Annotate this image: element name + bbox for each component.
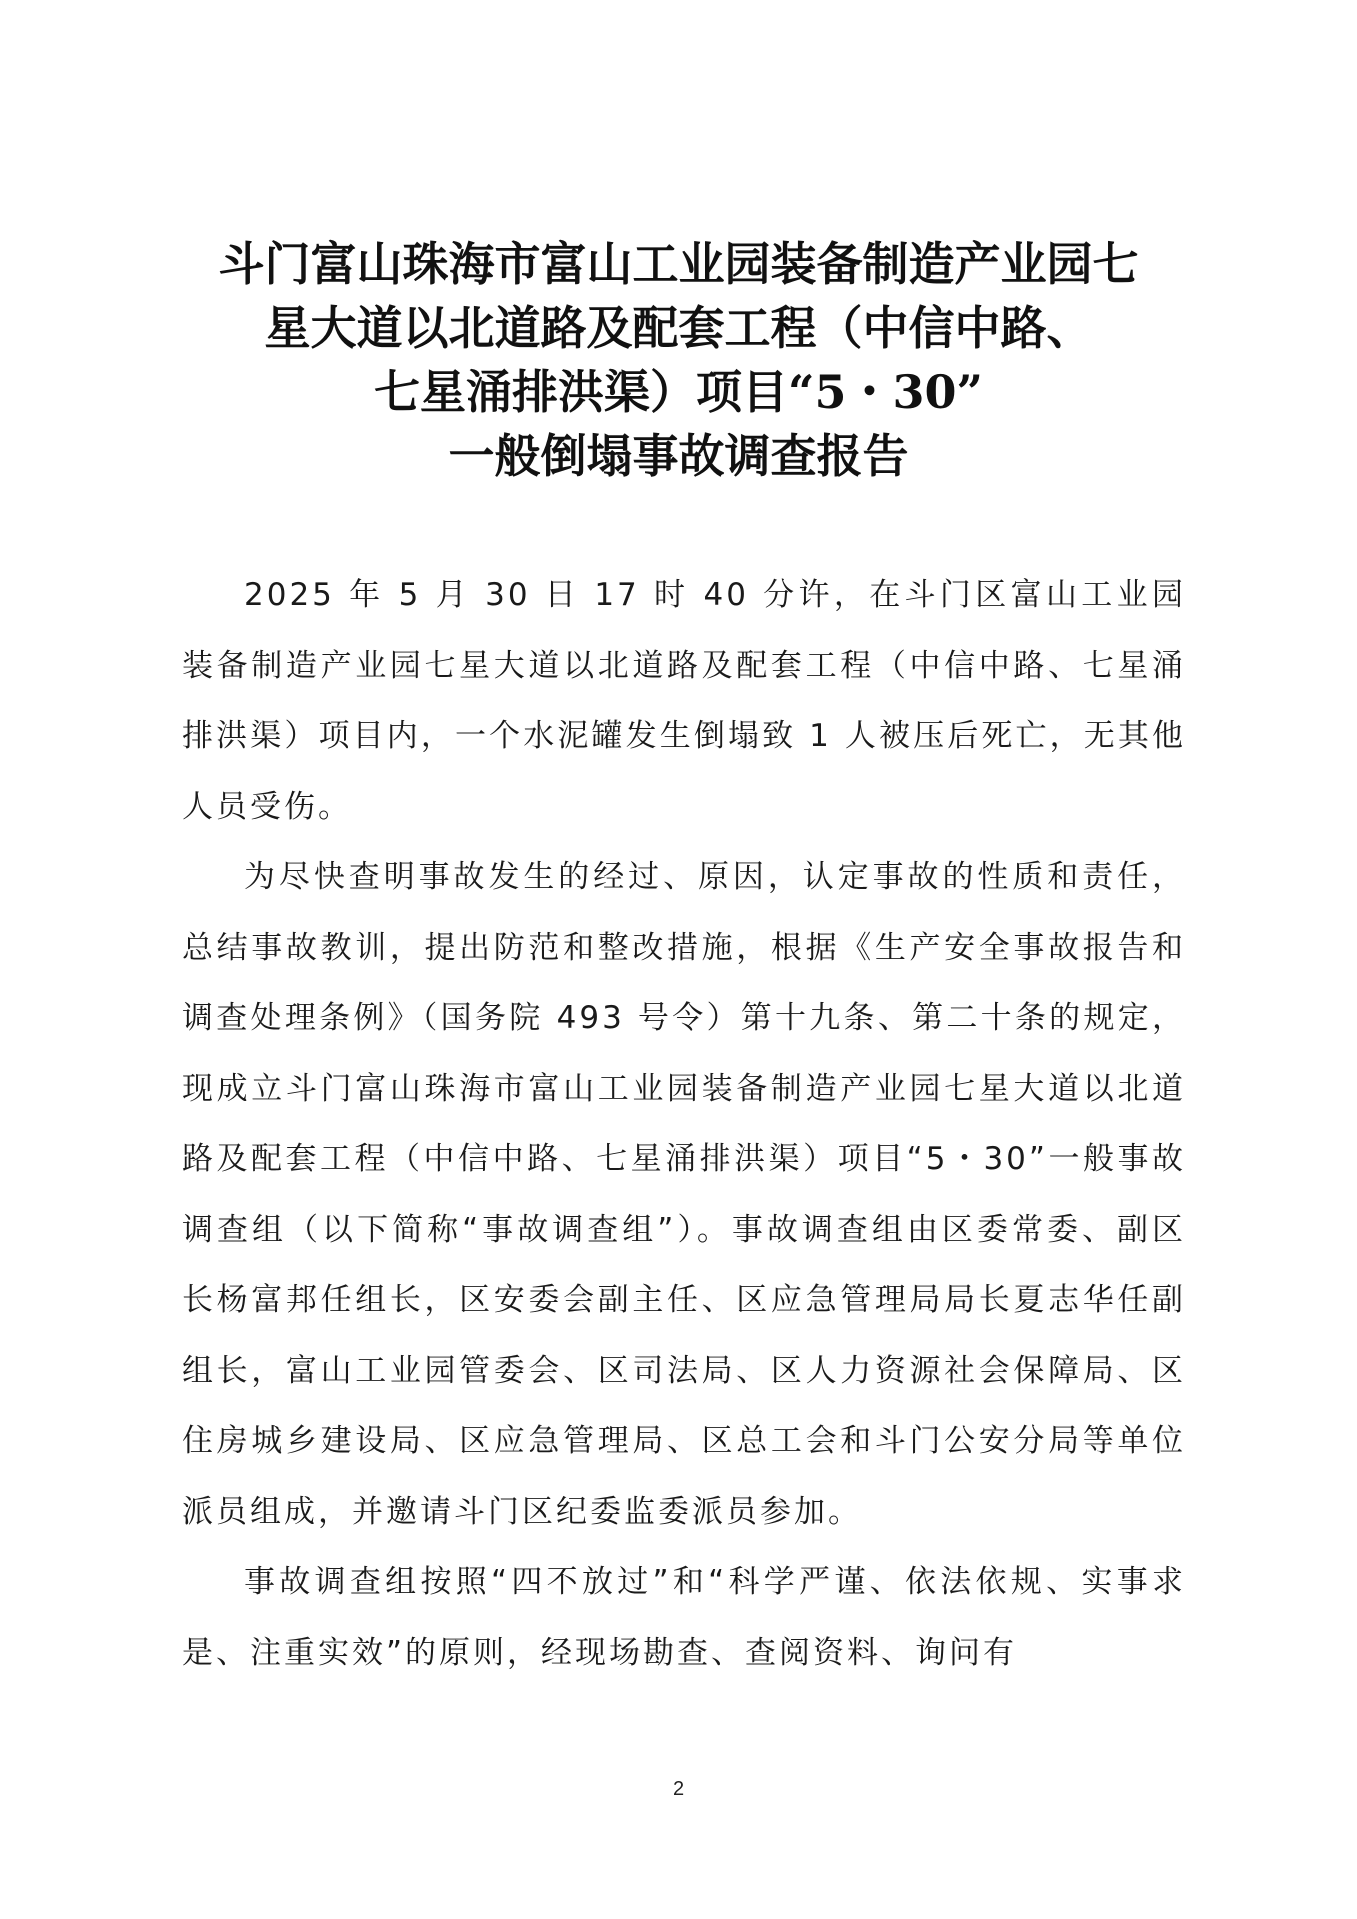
paragraph-investigation-team: 为尽快查明事故发生的经过、原因，认定事故的性质和责任，总结事故教训，提出防范和整改措施，根据《生产安全事故报告和调查处理条例》（国务院 493 号令）第十九条、第二十条的规定，现成立斗门富山珠海市富山工业园装备制造产业园七星大道以北道路及配套工程（中信中路、七星涌排洪渠）项目“5・30”一般事故调查组（以下简称“事故调查组”）。事故调查组由区委常委、副区长杨富邦任组长，区安委会副主任、区应急管理局局长夏志华任副组长，富山工业园管委会、区司法局、区人力资源社会保障局、区住房城乡建设局、区应急管理局、区总工会和斗门公安分局等单位派员组成，并邀请斗门区纪委监委派员参加。 [182,859,1186,1530]
title-line-1: 斗门富山珠海市富山工业园装备制造产业园七 [218,237,1139,291]
paragraph-incident-summary: 2025 年 5 月 30 日 17 时 40 分许，在斗门区富山工业园装备制造产业园七星大道以北道路及配套工程（中信中路、七星涌排洪渠）项目内，一个水泥罐发生倒塌致 1 人被压后死亡，无其他人员受伤。 [182,577,1186,825]
page-number: 2 [672,1778,685,1800]
title-line-2: 星大道以北道路及配套工程（中信中路、 [264,301,1093,355]
title-line-4: 一般倒塌事故调查报告 [448,429,909,483]
report-body [182,560,1186,1688]
report-title [150,232,1207,488]
paragraph-investigation-principles: 事故调查组按照“四不放过”和“科学严谨、依法依规、实事求是、注重实效”的原则，经现场勘查、查阅资料、询问有 [182,1564,1186,1671]
title-line-3: 七星涌排洪渠）项目“5・30” [374,365,983,419]
